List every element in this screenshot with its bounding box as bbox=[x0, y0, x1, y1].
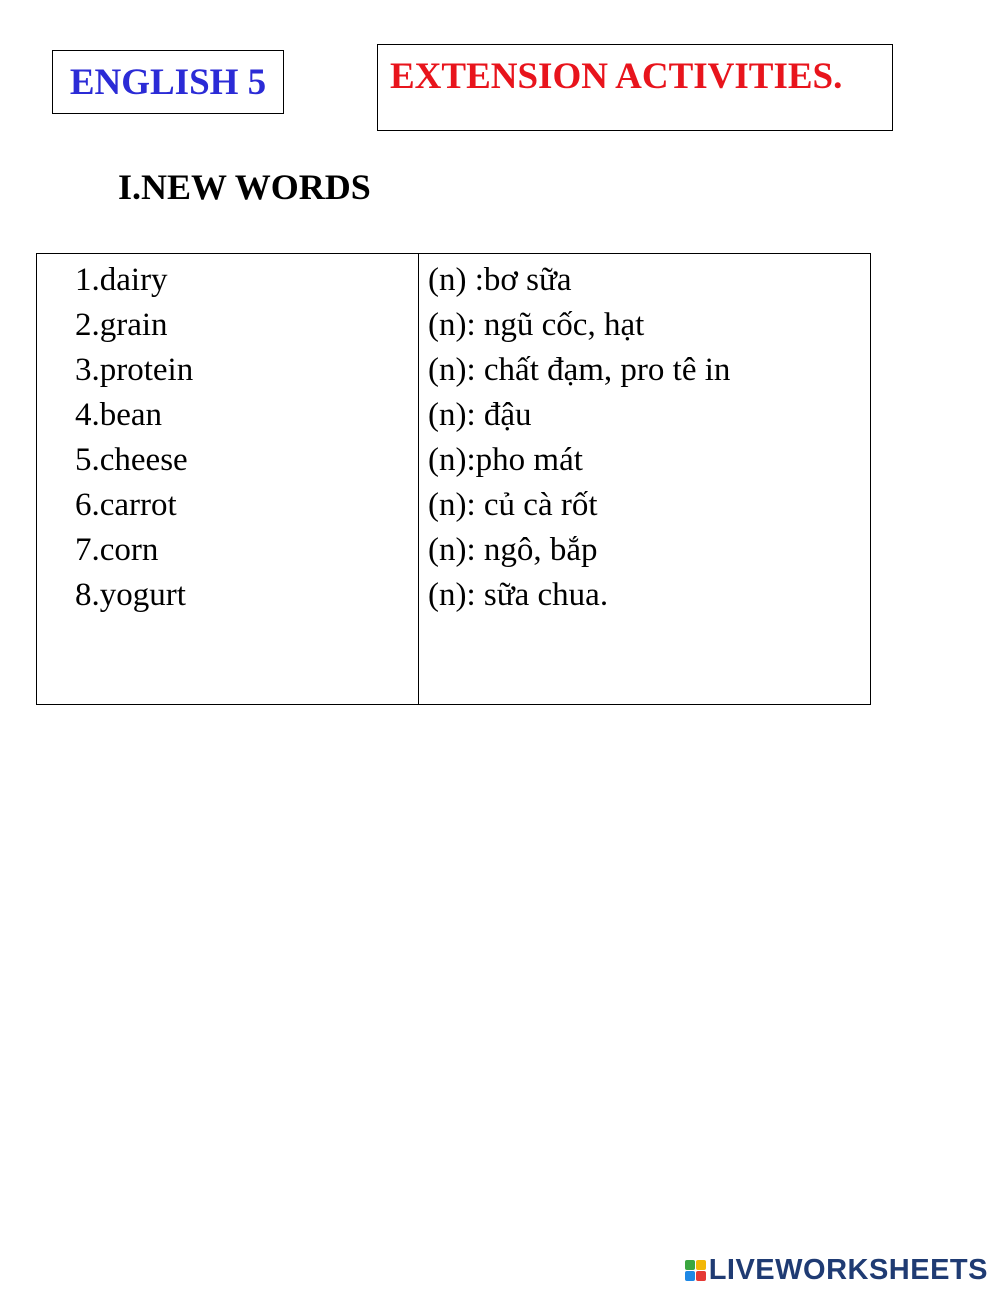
vocab-meaning: (n): đậu bbox=[428, 397, 532, 433]
meanings-column bbox=[419, 254, 870, 704]
liveworksheets-logo bbox=[685, 1252, 988, 1288]
vocab-word: 2.grain bbox=[75, 307, 168, 343]
vocab-word: 8.yogurt bbox=[75, 577, 186, 613]
vocab-meaning: (n): sữa chua. bbox=[428, 577, 609, 613]
vocab-meaning: (n): chất đạm, pro tê in bbox=[428, 352, 731, 388]
vocab-word: 5.cheese bbox=[75, 442, 188, 478]
section-heading: I.NEW WORDS bbox=[118, 167, 371, 207]
logo-square bbox=[696, 1271, 706, 1281]
vocab-meaning: (n): củ cà rốt bbox=[428, 487, 598, 523]
logo-text: LIVEWORKSHEETS bbox=[708, 1253, 988, 1286]
vocab-meaning: (n): ngũ cốc, hạt bbox=[428, 307, 645, 343]
vocab-word: 6.carrot bbox=[75, 487, 177, 523]
logo-square bbox=[685, 1260, 695, 1270]
course-label-box bbox=[52, 50, 284, 114]
vocab-meaning: (n):pho mát bbox=[428, 442, 583, 478]
vocab-word: 3.protein bbox=[75, 352, 194, 388]
vocab-meaning: (n) :bơ sữa bbox=[428, 262, 572, 298]
vocab-word: 1.dairy bbox=[75, 262, 168, 298]
vocabulary-table bbox=[36, 253, 871, 705]
vocab-word: 7.corn bbox=[75, 532, 159, 568]
activity-title: EXTENSION ACTIVITIES. bbox=[390, 56, 843, 97]
words-column bbox=[37, 254, 419, 704]
liveworksheets-logo-icon bbox=[685, 1260, 706, 1281]
logo-square bbox=[696, 1260, 706, 1270]
vocab-word: 4.bean bbox=[75, 397, 163, 433]
activity-title-box bbox=[377, 44, 893, 131]
logo-square bbox=[685, 1271, 695, 1281]
vocab-meaning: (n): ngô, bắp bbox=[428, 532, 598, 568]
course-label: ENGLISH 5 bbox=[69, 61, 267, 103]
